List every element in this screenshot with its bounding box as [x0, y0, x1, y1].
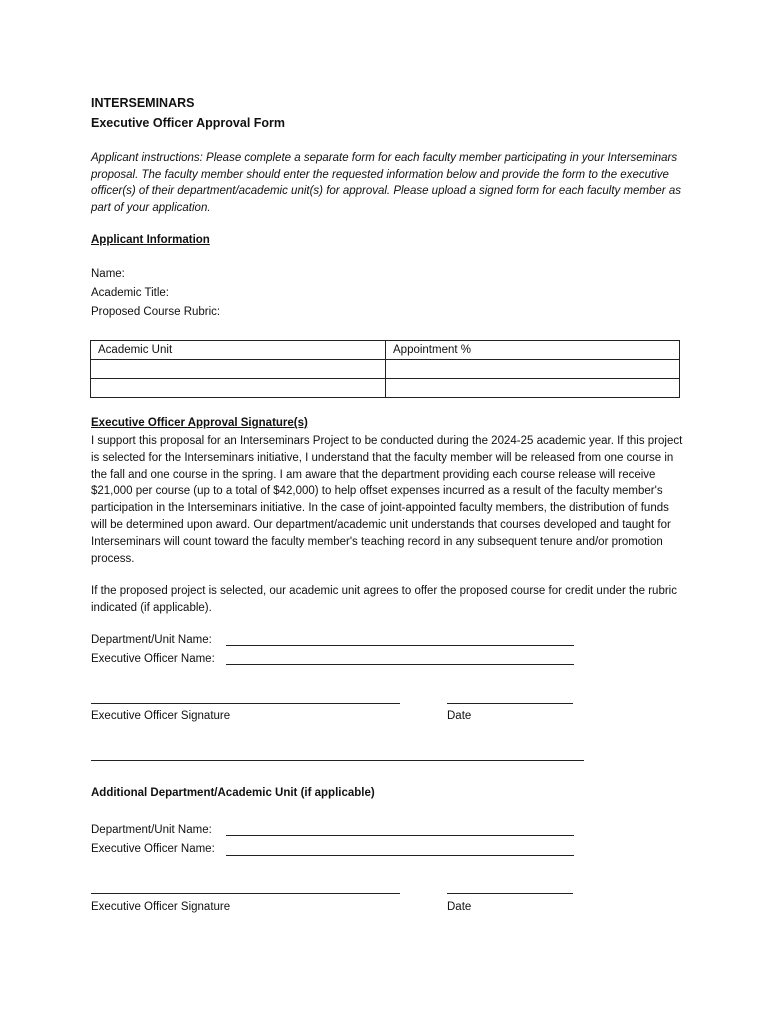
appointment-percent-header: Appointment % — [386, 341, 680, 360]
academic-unit-cell[interactable] — [91, 379, 386, 398]
additional-department-name-label: Department/Unit Name: — [91, 824, 212, 836]
officer-signature-line[interactable] — [91, 703, 400, 704]
appointment-percent-cell[interactable] — [386, 360, 680, 379]
additional-date-line[interactable] — [447, 893, 573, 894]
additional-department-name-line[interactable] — [226, 835, 574, 836]
academic-unit-header: Academic Unit — [91, 341, 386, 360]
academic-title-label: Academic Title: — [91, 287, 169, 299]
department-name-label: Department/Unit Name: — [91, 634, 212, 646]
date-line[interactable] — [447, 703, 573, 704]
additional-officer-signature-label: Executive Officer Signature — [91, 901, 231, 913]
appointment-percent-cell[interactable] — [386, 379, 680, 398]
course-credit-statement: If the proposed project is selected, our academic unit agrees to offer the proposed course for credit under the rubric indicated (if applicable). — [91, 585, 677, 614]
officer-name-line[interactable] — [226, 664, 574, 665]
form-title: Executive Officer Approval Form — [91, 116, 286, 130]
applicant-instructions: Applicant instructions: Please complete a separate form for each faculty member participating in your Interseminars proposal. The faculty member should enter the requested information below and provide the form to the executive officer(s) of their department/academic unit(s) for approval. Please upload a signed form for each faculty member as part of your application. — [91, 152, 681, 214]
academic-unit-table — [90, 340, 680, 398]
additional-date-label: Date — [447, 901, 472, 913]
table-row — [91, 379, 680, 398]
officer-signature-label: Executive Officer Signature — [91, 710, 231, 722]
program-title: INTERSEMINARS — [91, 96, 195, 110]
additional-officer-signature-line[interactable] — [91, 893, 400, 894]
additional-officer-name-label: Executive Officer Name: — [91, 843, 215, 855]
course-rubric-label: Proposed Course Rubric: — [91, 306, 221, 318]
name-label: Name: — [91, 268, 125, 280]
applicant-information-heading: Applicant Information — [91, 234, 210, 246]
officer-name-label: Executive Officer Name: — [91, 653, 215, 665]
academic-unit-cell[interactable] — [91, 360, 386, 379]
table-header-row — [91, 341, 680, 360]
approval-signature-heading: Executive Officer Approval Signature(s) — [91, 417, 308, 429]
additional-officer-name-line[interactable] — [226, 855, 574, 856]
date-label: Date — [447, 710, 472, 722]
support-statement: I support this proposal for an Interseminars Project to be conducted during the 2024-25 academic year. If this project is selected for the Interseminars initiative, I understand that the faculty member will be released from one course in the fall and one course in the spring. I am aware that the department providing each course release will receive $21,000 per course (up to a total of $42,000) to help offset expenses incurred as a result of the faculty member's participation in the Interseminars initiative. In the case of joint-appointed faculty members, the distribution of funds will be determined upon award. Our department/academic unit understands that courses developed and taught for Interseminars will count toward the faculty member's teaching record in any subsequent tenure and/or promotion process. — [91, 435, 683, 565]
department-name-line[interactable] — [226, 645, 574, 646]
table-row — [91, 360, 680, 379]
section-divider-line — [91, 760, 584, 761]
additional-unit-heading: Additional Department/Academic Unit (if applicable) — [91, 787, 375, 799]
